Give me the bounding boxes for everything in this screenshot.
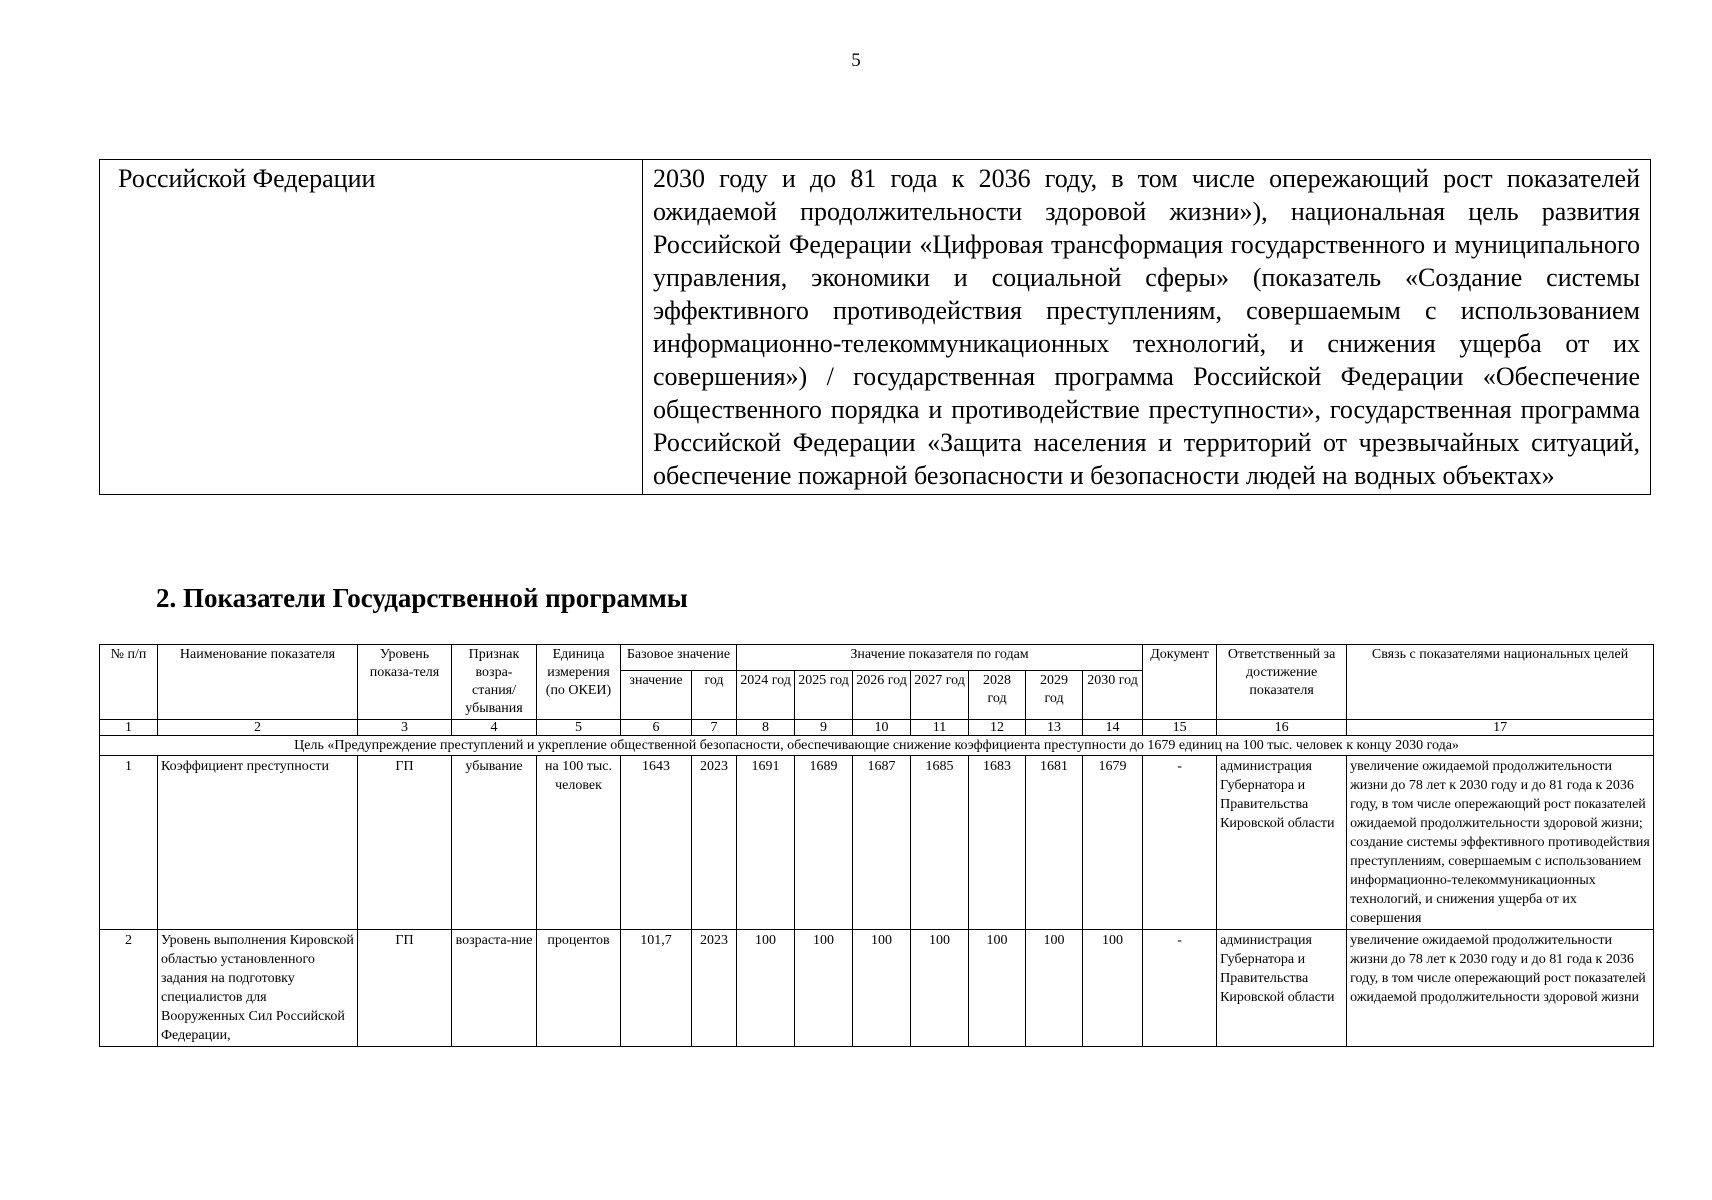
- column-number: 13: [1026, 720, 1083, 736]
- row-document: -: [1143, 756, 1217, 930]
- row-unit: процентов: [537, 930, 621, 1047]
- row-value-2027: 1685: [911, 756, 969, 930]
- column-number: 11: [911, 720, 969, 736]
- header-year-2026: 2026 год: [853, 671, 911, 720]
- row-unit: на 100 тыс. человек: [537, 756, 621, 930]
- header-row: [100, 645, 1654, 671]
- row-base-year: 2023: [692, 756, 737, 930]
- indicators-table: [99, 644, 1654, 1047]
- row-value-2026: 100: [853, 930, 911, 1047]
- row-link: увеличение ожидаемой продолжительности жизни до 78 лет к 2030 году и до 81 года к 2036 году, в том числе опережающий рост показателей ожидаемой продолжительности здоровой жизни; создание системы эффективного противодействия преступлениям, совершаемым с использованием информационно-телекоммуникационных технологий, и снижения ущерба от их совершения: [1347, 756, 1654, 930]
- row-name: Уровень выполнения Кировской областью установленного задания на подготовку специалистов для Вооруженных Сил Российской Федерации,: [158, 930, 358, 1047]
- header-name: Наименование показателя: [158, 645, 358, 720]
- header-responsible: Ответственный за достижение показателя: [1217, 645, 1347, 720]
- row-responsible: администрация Губернатора и Правительства Кировской области: [1217, 756, 1347, 930]
- column-number: 3: [358, 720, 452, 736]
- row-value-2026: 1687: [853, 756, 911, 930]
- page-number: 5: [851, 50, 861, 71]
- row-value-2030: 1679: [1083, 756, 1143, 930]
- row-num: 1: [100, 756, 158, 930]
- row-value-2028: 100: [969, 930, 1026, 1047]
- header-year-2024: 2024 год: [737, 671, 795, 720]
- header-year-2030: 2030 год: [1083, 671, 1143, 720]
- column-number: 2: [158, 720, 358, 736]
- row-sign: возраста-ние: [452, 930, 537, 1047]
- column-number: 1: [100, 720, 158, 736]
- table-row: [100, 930, 1654, 1047]
- header-num: № п/п: [100, 645, 158, 720]
- row-value-2025: 1689: [795, 756, 853, 930]
- column-number: 7: [692, 720, 737, 736]
- row-value-2027: 100: [911, 930, 969, 1047]
- row-value-2028: 1683: [969, 756, 1026, 930]
- row-level: ГП: [358, 756, 452, 930]
- row-value-2029: 100: [1026, 930, 1083, 1047]
- row-base-year: 2023: [692, 930, 737, 1047]
- row-value-2025: 100: [795, 930, 853, 1047]
- column-number: 5: [537, 720, 621, 736]
- row-value-2024: 1691: [737, 756, 795, 930]
- header-level: Уровень показа-теля: [358, 645, 452, 720]
- header-year-2025: 2025 год: [795, 671, 853, 720]
- header-values-by-year: Значение показателя по годам: [737, 645, 1143, 671]
- row-sign: убывание: [452, 756, 537, 930]
- column-number: 16: [1217, 720, 1347, 736]
- header-base-year: год: [692, 671, 737, 720]
- row-name: Коэффициент преступности: [158, 756, 358, 930]
- national-goals-table: [99, 159, 1651, 495]
- goals-right-cell: 2030 году и до 81 года к 2036 году, в том числе опережающий рост показателей ожидаемой продолжительности здоровой жизни»), национальная цель развития Российской Федерации «Цифровая трансформация государственного и муниципального управления, экономики и социальной сферы» (показатель «Создание системы эффективного противодействия преступлениям, совершаемым с использованием информационно-телекоммуникационных технологий, и снижения ущерба от их совершения») / государственная программа Российской Федерации «Обеспечение общественного порядка и противодействие преступности», государственная программа Российской Федерации «Защита населения и территорий от чрезвычайных ситуаций, обеспечение пожарной безопасности и безопасности людей на водных объектах»: [643, 160, 1651, 495]
- row-value-2030: 100: [1083, 930, 1143, 1047]
- header-base: Базовое значение: [621, 645, 737, 671]
- column-number: 12: [969, 720, 1026, 736]
- header-sign: Признак возра-стания/ убывания: [452, 645, 537, 720]
- column-number: 15: [1143, 720, 1217, 736]
- row-responsible: администрация Губернатора и Правительства Кировской области: [1217, 930, 1347, 1047]
- section-heading: 2. Показатели Государственной программы: [156, 583, 688, 613]
- row-base-value: 1643: [621, 756, 692, 930]
- row-document: -: [1143, 930, 1217, 1047]
- row-num: 2: [100, 930, 158, 1047]
- row-link: увеличение ожидаемой продолжительности жизни до 78 лет к 2030 году и до 81 года к 2036 году, в том числе опережающий рост показателей ожидаемой продолжительности здоровой жизни: [1347, 930, 1654, 1047]
- header-year-2027: 2027 год: [911, 671, 969, 720]
- header-link: Связь с показателями национальных целей: [1347, 645, 1654, 720]
- column-number: 10: [853, 720, 911, 736]
- goals-left-cell: Российской Федерации: [100, 160, 643, 495]
- table-row: [100, 756, 1654, 930]
- header-unit: Единица измерения (по ОКЕИ): [537, 645, 621, 720]
- row-level: ГП: [358, 930, 452, 1047]
- header-base-value: значение: [621, 671, 692, 720]
- national-goals-row: [100, 160, 1651, 495]
- column-number: 4: [452, 720, 537, 736]
- column-number: 9: [795, 720, 853, 736]
- row-base-value: 101,7: [621, 930, 692, 1047]
- column-number: 14: [1083, 720, 1143, 736]
- header-year-2029: 2029 год: [1026, 671, 1083, 720]
- column-number: 6: [621, 720, 692, 736]
- goal-text: Цель «Предупреждение преступлений и укрепление общественной безопасности, обеспечивающие снижение коэффициента преступности до 1679 единиц на 100 тыс. человек к концу 2030 года»: [100, 736, 1654, 756]
- row-value-2029: 1681: [1026, 756, 1083, 930]
- column-number-row: [100, 720, 1654, 736]
- column-number: 8: [737, 720, 795, 736]
- header-year-2028: 2028 год: [969, 671, 1026, 720]
- row-value-2024: 100: [737, 930, 795, 1047]
- goal-row: [100, 736, 1654, 756]
- column-number: 17: [1347, 720, 1654, 736]
- header-document: Документ: [1143, 645, 1217, 720]
